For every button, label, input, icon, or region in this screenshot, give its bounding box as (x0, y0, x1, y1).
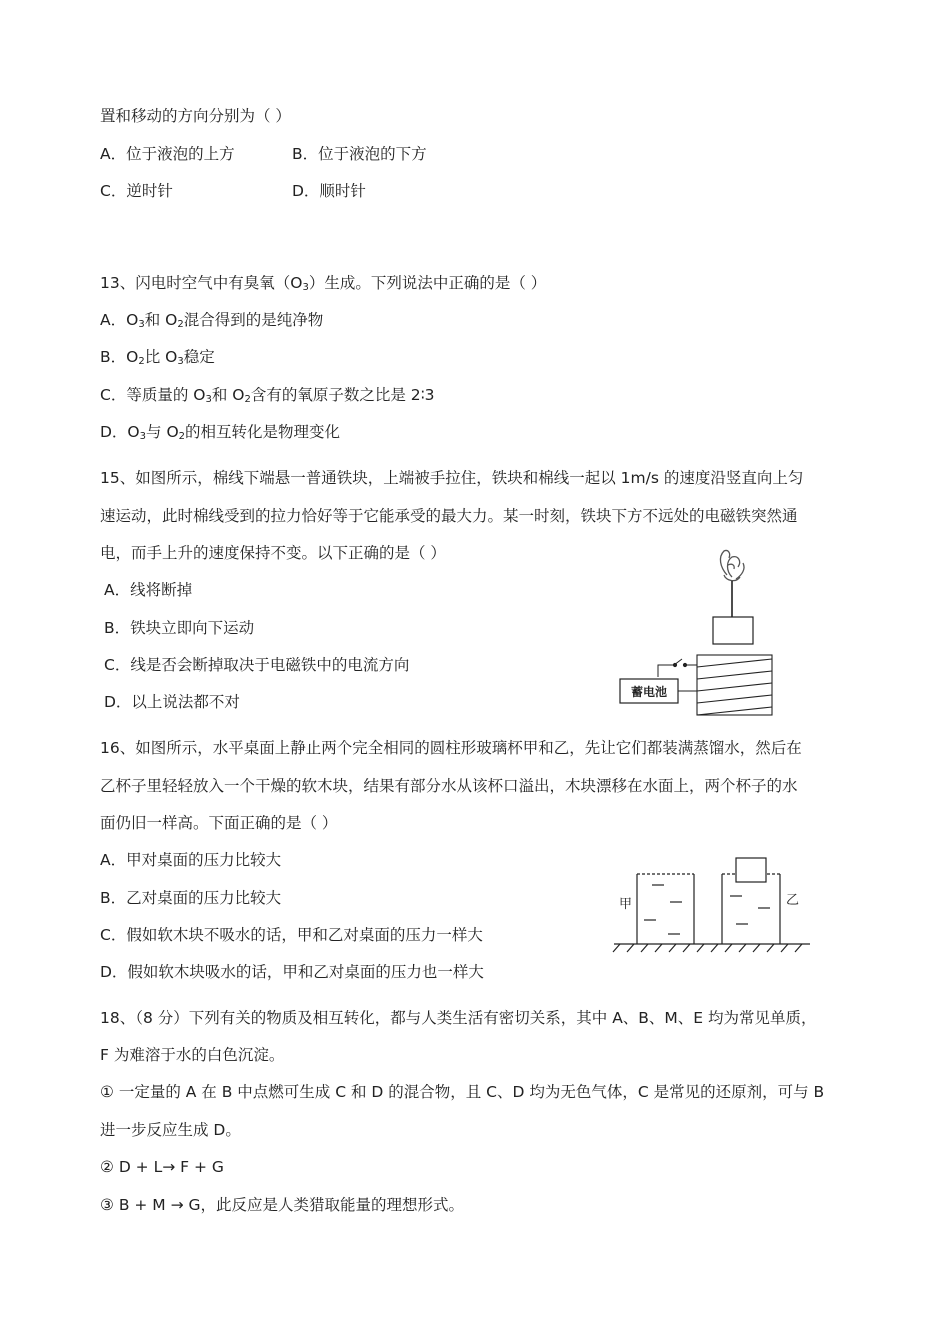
subscript: 3 (205, 394, 212, 405)
q13-stem-post: ）生成。下列说法中正确的是（ ） (308, 274, 547, 292)
q15-option-c: C．线是否会断掉取决于电磁铁中的电流方向 (104, 656, 410, 674)
q15-option-b: B．铁块立即向下运动 (104, 619, 255, 637)
text: D．O (100, 423, 140, 441)
q12-option-a: A．位于液泡的上方 (100, 145, 235, 163)
q12-option-d: D．顺时针 (292, 182, 366, 200)
q15-option-a: A．线将断掉 (104, 581, 193, 599)
q15-stem-line-2: 速运动，此时棉线受到的拉力恰好等于它能承受的最大力。某一时刻，铁块下方不远处的电磁铁突然通 (100, 507, 798, 525)
q13-stem-pre: 13、闪电时空气中有臭氧（O (100, 274, 303, 292)
q16-stem-line-1: 16、如图所示，水平桌面上静止两个完全相同的圆柱形玻璃杯甲和乙，先让它们都装满蒸馏水，然后在 (100, 739, 802, 757)
q12-stem: 置和移动的方向分别为（ ） (100, 107, 291, 125)
hand-icon (720, 550, 744, 580)
q18-stem-line-1: 18、（8 分）下列有关的物质及相互转化，都与人类生活有密切关系，其中 A、B、M、E 均为常见单质， (100, 1009, 817, 1027)
electromagnet-coil (697, 655, 772, 715)
q12-option-c: C．逆时针 (100, 182, 173, 200)
subscript: 2 (244, 394, 251, 405)
text: 和 O (144, 311, 178, 329)
text: 与 O (146, 423, 179, 441)
q18-stem-line-2: F 为难溶于水的白色沉淀。 (100, 1046, 285, 1064)
text: A．O (100, 311, 139, 329)
label-yi: 乙 (786, 893, 800, 908)
q13-option-a (100, 310, 323, 330)
q16-option-d: D．假如软木块吸水的话，甲和乙对桌面的压力也一样大 (100, 963, 484, 981)
battery-label: 蓄电池 (630, 685, 668, 699)
q13-stem (100, 273, 546, 293)
text: 和 O (211, 386, 245, 404)
q15-stem-line-3: 电，而手上升的速度保持不变。以下正确的是（ ） (100, 544, 446, 562)
subscript: 3 (302, 282, 309, 293)
text: 混合得到的是纯净物 (183, 311, 324, 329)
q16-option-a: A．甲对桌面的压力比较大 (100, 851, 282, 869)
q18-item-3: ③ B + M → G，此反应是人类猎取能量的理想形式。 (100, 1196, 465, 1214)
q16-stem-line-3: 面仍旧一样高。下面正确的是（ ） (100, 814, 338, 832)
electromagnet-figure (610, 545, 785, 720)
iron-block (713, 617, 753, 644)
text: 比 O (144, 348, 178, 366)
q13-option-b (100, 347, 215, 367)
text: 稳定 (183, 348, 215, 366)
q15-option-d: D．以上说法都不对 (104, 693, 240, 711)
q18-item-1: ① 一定量的 A 在 B 中点燃可生成 C 和 D 的混合物，且 C、D 均为无色气体，C 是常见的还原剂，可与 B (100, 1083, 825, 1101)
text: B．O (100, 348, 139, 366)
glass-yi (722, 858, 780, 944)
subscript: 3 (139, 431, 147, 442)
glasses-figure (610, 852, 815, 962)
q15-stem-line-1: 15、如图所示，棉线下端悬一普通铁块，上端被手拉住，铁块和棉线一起以 1m/s 的速度沿竖直向上匀 (100, 469, 804, 487)
cork-block (736, 858, 766, 882)
text: 的相互转化是物理变化 (185, 423, 341, 441)
subscript: 2 (177, 319, 184, 330)
text: C．等质量的 O (100, 386, 206, 404)
q18-item-1-cont: 进一步反应生成 D。 (100, 1121, 241, 1139)
q12-option-b: B．位于液泡的下方 (292, 145, 427, 163)
text: 含有的氧原子数之比是 2∶3 (250, 386, 435, 404)
q13-option-c (100, 385, 435, 405)
q13-option-d (100, 422, 340, 442)
subscript: 3 (138, 319, 145, 330)
label-jia: 甲 (619, 897, 633, 912)
q16-option-b: B．乙对桌面的压力比较大 (100, 889, 282, 907)
q18-item-2: ② D + L→ F + G (100, 1158, 224, 1176)
subscript: 3 (177, 356, 184, 367)
subscript: 2 (178, 431, 186, 442)
table-surface (613, 944, 810, 952)
glass-jia (637, 874, 694, 944)
q16-stem-line-2: 乙杯子里轻轻放入一个干燥的软木块，结果有部分水从该杯口溢出，木块漂移在水面上，两个杯子的水 (100, 777, 798, 795)
q16-option-c: C．假如软木块不吸水的话，甲和乙对桌面的压力一样大 (100, 926, 483, 944)
subscript: 2 (138, 356, 145, 367)
